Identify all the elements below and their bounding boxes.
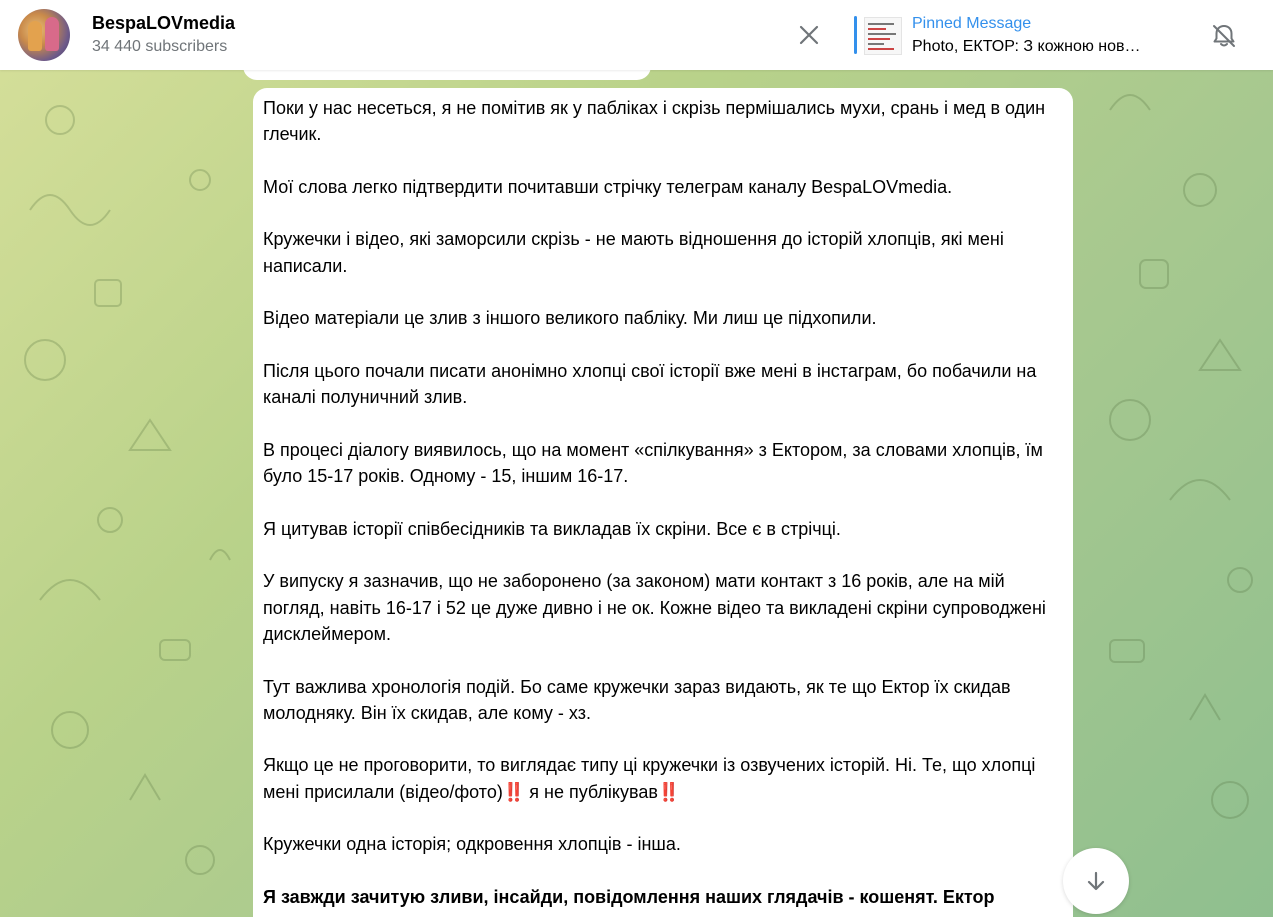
message-paragraph: Відео матеріали це злив з іншого великого пабліку. Ми лиш це підхопили. <box>263 308 877 329</box>
pinned-thumbnail <box>864 17 902 55</box>
message-paragraph-bold: Я завжди зачитую зливи, інсайди, повідомлення наших глядачів - кошенят. Ектор <box>263 886 995 907</box>
message-paragraph: Після цього почали писати анонімно хлопці свої історії вже мені в інстаграм, бо побачили на каналі полуничний злив. <box>263 360 1037 408</box>
message-paragraph-with-emoji <box>263 752 1053 805</box>
pinned-indicator-bar <box>854 16 857 54</box>
pinned-message[interactable] <box>854 14 1174 56</box>
message-text <box>263 95 1053 917</box>
channel-avatar[interactable] <box>18 9 70 61</box>
scroll-to-bottom-button[interactable] <box>1063 848 1129 914</box>
message-paragraph: Мої слова легко підтвердити почитавши стрічку телеграм каналу BespaLOVmedia. <box>263 176 953 197</box>
close-icon <box>799 25 819 45</box>
double-exclamation-emoji: ‼️ <box>502 781 525 802</box>
message-paragraph: Я цитував історії співбесідників та викладав їх скріни. Все є в стрічці. <box>263 518 841 539</box>
chat-header <box>0 0 1273 70</box>
message-paragraph: Кружечки і відео, які заморсили скрізь - не мають відношення до історій хлопців, які мені написали. <box>263 229 1004 276</box>
message-bubble[interactable] <box>253 88 1073 917</box>
close-button[interactable] <box>790 16 828 54</box>
message-text-span: я не публікував <box>524 781 658 802</box>
double-exclamation-emoji: ‼️ <box>657 781 680 802</box>
message-paragraph: Тут важлива хронологія подій. Бо саме кружечки зараз видають, як те що Ектор їх скидав молодняку. Він їх скидав, але кому - хз. <box>263 676 1011 723</box>
message-paragraph: Кружечки одна історія; одкровення хлопців - інша. <box>263 834 681 855</box>
mute-button[interactable] <box>1204 16 1244 56</box>
subscriber-count: 34 440 subscribers <box>92 38 228 55</box>
arrow-down-icon <box>1084 869 1108 893</box>
message-paragraph: У випуску я зазначив, що не заборонено (за законом) мати контакт з 16 років, але на мій погляд, навіть 16-17 і 52 це дуже дивно і не ок. Кожне відео та викладені скріни супроводжені дисклеймером. <box>263 571 1046 644</box>
channel-title[interactable]: BespaLOVmedia <box>92 13 236 33</box>
bell-off-icon <box>1210 22 1238 50</box>
pinned-label: Pinned Message <box>912 15 1032 32</box>
pinned-preview-text: Photo, ЕКТОР: З кожною нов… <box>912 38 1141 55</box>
message-paragraph: Поки у нас несеться, я не помітив як у пабліках і скрізь пермішались мухи, срань і мед в один глечик. <box>263 98 1046 145</box>
message-text-span: Якщо це не проговорити, то виглядає типу ці кружечки із озвучених історій. Ні. Те, що хлопці мені присилали (відео/фото) <box>263 755 1036 802</box>
message-paragraph: В процесі діалогу виявилось, що на момент «спілкування» з Ектором, за словами хлопців, їм було 15-17 років. Одному - 15, іншим 16-17. <box>263 439 1043 487</box>
